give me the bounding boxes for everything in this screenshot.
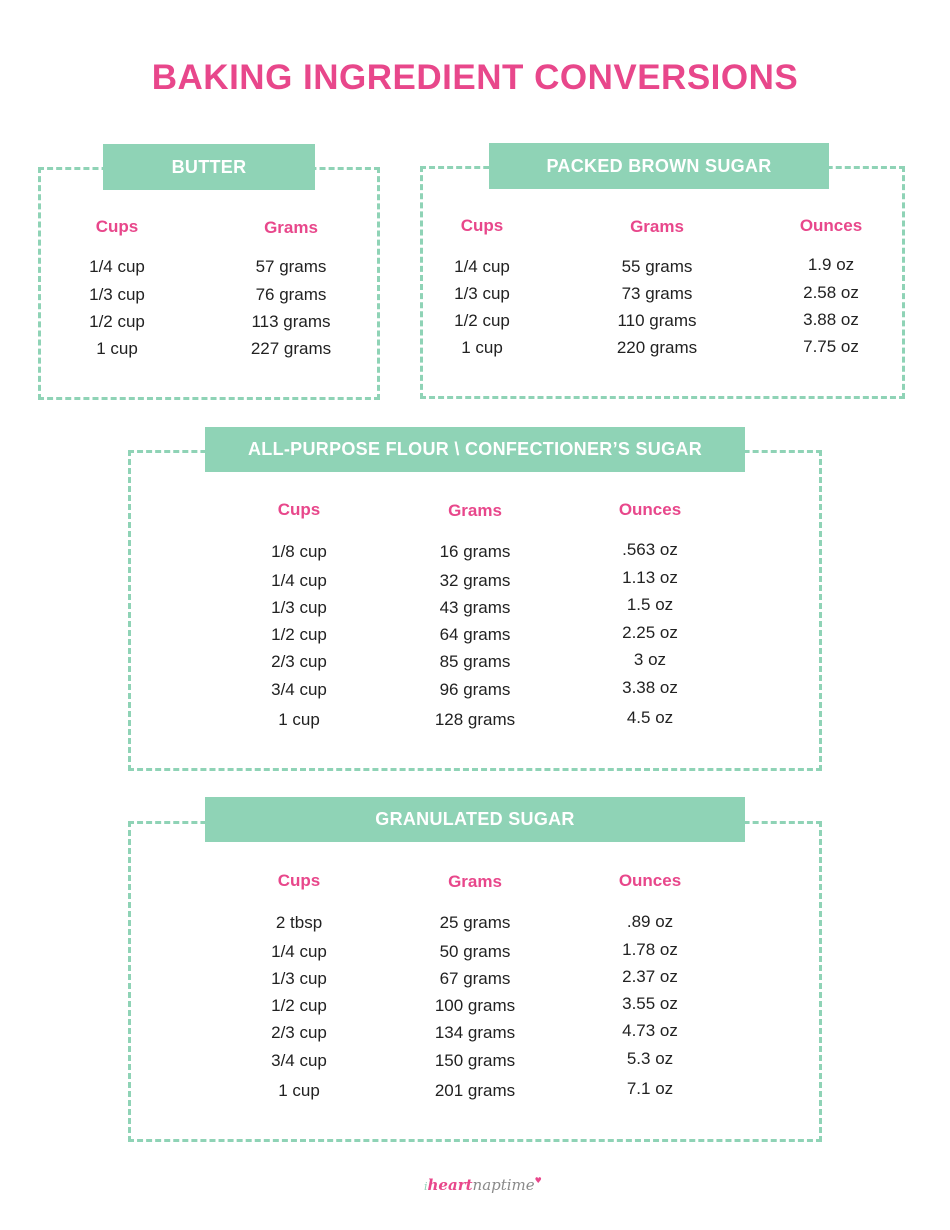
- table-cell: 1 cup: [461, 338, 503, 357]
- table-cell: .89 oz: [626, 912, 674, 931]
- table-cell: 3.38 oz: [622, 678, 678, 697]
- table-cell: 1 cup: [96, 339, 138, 358]
- table-cell: 1/3 cup: [454, 284, 510, 303]
- logo-part-i: i: [424, 1180, 428, 1193]
- table-cell: 55 grams: [621, 257, 693, 276]
- table-cell: 1.9 oz: [807, 255, 855, 274]
- column-header: Grams: [630, 217, 684, 236]
- table-cell: 76 grams: [255, 285, 327, 304]
- table-cell: 64 grams: [439, 625, 511, 644]
- table-cell: 67 grams: [439, 969, 511, 988]
- table-cell: 1/2 cup: [271, 625, 327, 644]
- column-header: Cups: [95, 217, 139, 236]
- table-cell: 2/3 cup: [271, 1023, 327, 1042]
- table-cell: 1/4 cup: [454, 257, 510, 276]
- table-cell: 96 grams: [439, 680, 511, 699]
- flour-label: ALL-PURPOSE FLOUR \ CONFECTIONER’S SUGAR: [205, 427, 745, 472]
- table-cell: 2.37 oz: [622, 967, 678, 986]
- butter-box: [38, 167, 380, 400]
- table-cell: 2/3 cup: [271, 652, 327, 671]
- table-cell: 5.3 oz: [626, 1049, 674, 1068]
- table-cell: 85 grams: [439, 652, 511, 671]
- table-cell: 1.5 oz: [626, 595, 674, 614]
- column-header: Cups: [277, 871, 321, 890]
- table-cell: 110 grams: [617, 311, 697, 330]
- table-cell: 1 cup: [278, 1081, 320, 1100]
- table-cell: 1.13 oz: [622, 568, 678, 587]
- table-cell: 3/4 cup: [271, 1051, 327, 1070]
- column-header: Ounces: [799, 216, 863, 235]
- table-cell: .563 oz: [622, 540, 678, 559]
- column-header: Cups: [460, 216, 504, 235]
- table-cell: 113 grams: [251, 312, 331, 331]
- table-cell: 3.88 oz: [803, 310, 859, 329]
- table-cell: 1/3 cup: [271, 598, 327, 617]
- table-cell: 3.55 oz: [622, 994, 678, 1013]
- heart-icon: ♥: [534, 1176, 542, 1185]
- table-cell: 7.75 oz: [803, 337, 859, 356]
- table-cell: 3/4 cup: [271, 680, 327, 699]
- table-cell: 16 grams: [439, 542, 511, 561]
- table-cell: 1 cup: [278, 710, 320, 729]
- column-header: Ounces: [618, 500, 682, 519]
- table-cell: 32 grams: [439, 571, 511, 590]
- butter-label: BUTTER: [103, 144, 315, 190]
- table-cell: 227 grams: [250, 339, 332, 358]
- table-cell: 1/2 cup: [271, 996, 327, 1015]
- brand-logo: [424, 1176, 542, 1200]
- table-cell: 4.5 oz: [626, 708, 674, 727]
- table-cell: 2 tbsp: [275, 913, 323, 932]
- granulated-sugar-label: GRANULATED SUGAR: [205, 797, 745, 842]
- table-cell: 1/3 cup: [271, 969, 327, 988]
- table-cell: 3 oz: [633, 650, 667, 669]
- page-title: BAKING INGREDIENT CONVERSIONS: [151, 58, 799, 97]
- table-cell: 25 grams: [439, 913, 511, 932]
- table-cell: 2.25 oz: [622, 623, 678, 642]
- table-cell: 1/2 cup: [454, 311, 510, 330]
- table-cell: 150 grams: [434, 1051, 516, 1070]
- table-cell: 2.58 oz: [803, 283, 859, 302]
- table-cell: 1/2 cup: [89, 312, 145, 331]
- table-cell: 1/4 cup: [271, 571, 327, 590]
- brown-sugar-label: PACKED BROWN SUGAR: [489, 143, 829, 189]
- logo-part-heart: heart: [427, 1176, 473, 1194]
- table-cell: 50 grams: [439, 942, 511, 961]
- table-cell: 1/8 cup: [271, 542, 327, 561]
- logo-part-naptime: naptime: [472, 1176, 535, 1194]
- table-cell: 201 grams: [434, 1081, 516, 1100]
- table-cell: 4.73 oz: [622, 1021, 678, 1040]
- table-cell: 1/4 cup: [89, 257, 145, 276]
- table-cell: 1/4 cup: [271, 942, 327, 961]
- column-header: Cups: [277, 500, 321, 519]
- column-header: Ounces: [618, 871, 682, 890]
- table-cell: 1.78 oz: [622, 940, 678, 959]
- table-cell: 1/3 cup: [89, 285, 145, 304]
- table-cell: 134 grams: [434, 1023, 516, 1042]
- column-header: Grams: [264, 218, 318, 237]
- table-cell: 100 grams: [434, 996, 516, 1015]
- column-header: Grams: [448, 872, 502, 891]
- table-cell: 73 grams: [621, 284, 693, 303]
- table-cell: 220 grams: [616, 338, 698, 357]
- table-cell: 128 grams: [434, 710, 516, 729]
- table-cell: 57 grams: [255, 257, 327, 276]
- table-cell: 7.1 oz: [626, 1079, 674, 1098]
- column-header: Grams: [448, 501, 502, 520]
- table-cell: 43 grams: [439, 598, 511, 617]
